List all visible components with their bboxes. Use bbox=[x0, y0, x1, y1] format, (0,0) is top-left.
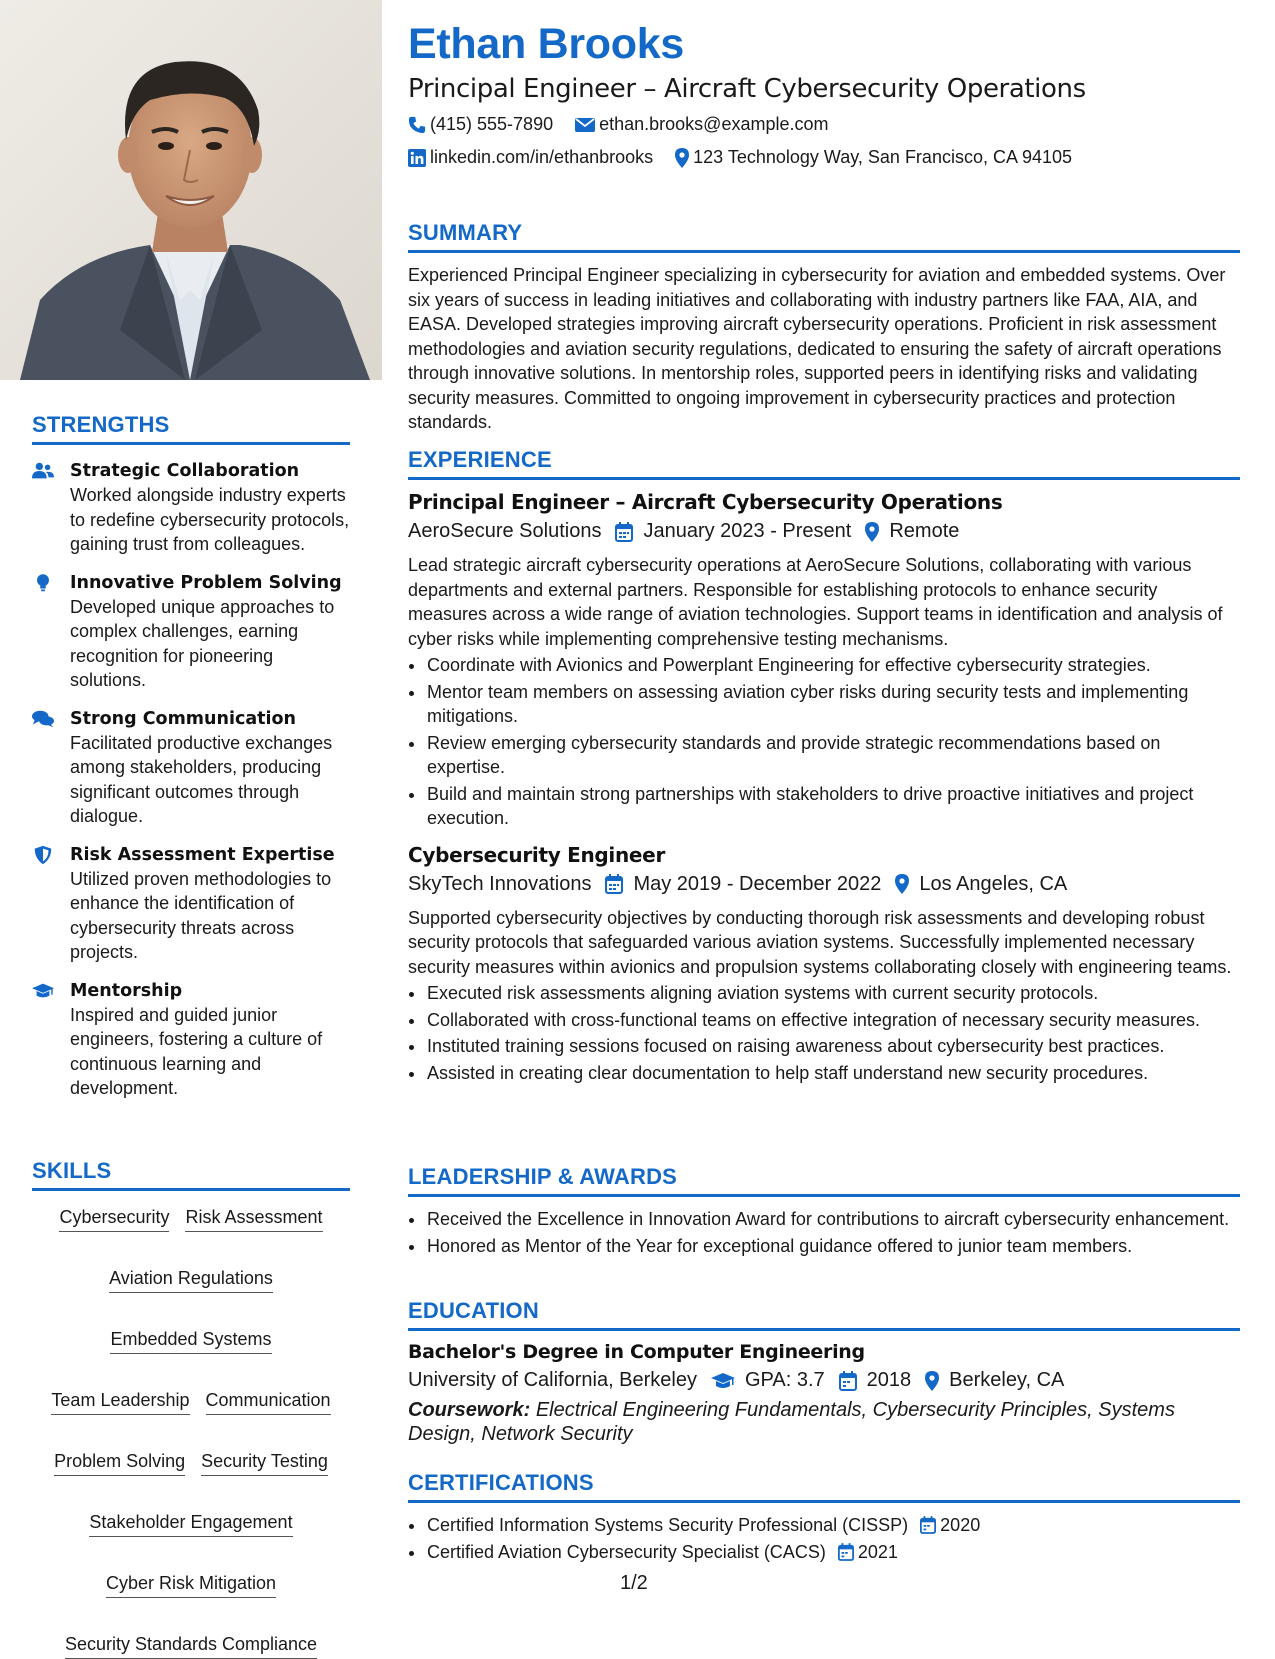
envelope-icon bbox=[575, 117, 595, 133]
cert-year: 2020 bbox=[940, 1515, 981, 1535]
graduation-year: 2018 bbox=[866, 1369, 912, 1391]
list-item: • Executed risk assessments aligning aviation systems with current security protocols. bbox=[426, 981, 1240, 1006]
school-location: Berkeley, CA bbox=[949, 1369, 1065, 1391]
candidate-title: Principal Engineer – Aircraft Cybersecurity Operations bbox=[408, 74, 1086, 104]
degree-title: Bachelor's Degree in Computer Engineering bbox=[408, 1341, 865, 1363]
strength-item bbox=[32, 459, 350, 557]
coursework bbox=[408, 1398, 1240, 1446]
skill-tag: Security Standards Compliance bbox=[65, 1632, 317, 1659]
strengths-section bbox=[32, 412, 350, 1101]
strength-item bbox=[32, 571, 350, 693]
cert-name: • Certified Information Systems Security Professional (CISSP) bbox=[427, 1515, 909, 1535]
job-bullets bbox=[408, 981, 1240, 1085]
list-item: • Mentor team members on assessing aviation cyber risks during security tests and implementing mitigations. bbox=[426, 680, 1240, 729]
calendar-icon bbox=[838, 1543, 854, 1561]
strength-desc: Developed unique approaches to complex challenges, earning recognition for pioneering solutions. bbox=[70, 596, 335, 690]
calendar-icon bbox=[920, 1516, 936, 1534]
cert-name: • Certified Aviation Cybersecurity Specialist (CACS) bbox=[427, 1541, 826, 1562]
summary-section bbox=[408, 220, 1240, 435]
map-marker-icon bbox=[865, 522, 879, 542]
strength-title: Risk Assessment Expertise bbox=[70, 844, 335, 865]
linkedin-link[interactable]: linkedin.com/in/ethanbrooks bbox=[430, 147, 654, 167]
list-item: • Honored as Mentor of the Year for exceptional guidance offered to junior team members. bbox=[426, 1234, 1240, 1259]
page-number: 1/2 bbox=[620, 1572, 648, 1594]
strength-desc: Inspired and guided junior engineers, fostering a culture of continuous learning and development. bbox=[70, 1004, 323, 1098]
skill-tag: Communication bbox=[206, 1388, 331, 1415]
skill-tag: Risk Assessment bbox=[185, 1205, 322, 1232]
candidate-name: Ethan Brooks bbox=[408, 20, 684, 68]
strength-item bbox=[32, 843, 350, 965]
gpa: GPA: 3.7 bbox=[745, 1369, 825, 1391]
school-name: University of California, Berkeley bbox=[408, 1369, 697, 1391]
lightbulb-icon bbox=[32, 571, 70, 693]
map-marker-icon bbox=[925, 1371, 939, 1391]
comments-icon bbox=[32, 707, 70, 829]
company-name: SkyTech Innovations bbox=[408, 872, 592, 895]
strength-title: Strategic Collaboration bbox=[70, 461, 300, 481]
skill-tag: Aviation Regulations bbox=[109, 1266, 273, 1293]
list-item: • Assisted in creating clear documentation to help staff understand new security procedures. bbox=[426, 1061, 1240, 1086]
list-item: • Review emerging cybersecurity standards and provide strategic recommendations based on expertise. bbox=[426, 731, 1240, 780]
education-section bbox=[408, 1298, 1240, 1446]
strength-desc: Worked alongside industry experts to redefine cybersecurity protocols, gaining trust from colleagues. bbox=[70, 485, 350, 554]
coursework-text: Electrical Engineering Fundamentals, Cybersecurity Principles, Systems Design, Network Security bbox=[408, 1399, 1175, 1445]
cert-year: 2021 bbox=[857, 1541, 898, 1562]
list-item: • Build and maintain strong partnerships with stakeholders to drive proactive initiatives and project execution. bbox=[426, 782, 1240, 831]
strength-item bbox=[32, 707, 350, 829]
calendar-icon bbox=[839, 1371, 857, 1391]
strength-item bbox=[32, 979, 350, 1101]
strength-desc: Facilitated productive exchanges among stakeholders, producing significant outcomes through dialogue. bbox=[70, 732, 333, 826]
job-location: Los Angeles, CA bbox=[919, 872, 1068, 895]
strength-title: Innovative Problem Solving bbox=[70, 572, 342, 593]
graduation-cap-icon bbox=[711, 1371, 735, 1391]
list-item: • Coordinate with Avionics and Powerplant Engineering for effective cybersecurity strategies. bbox=[426, 653, 1240, 678]
certifications-heading: CERTIFICATIONS bbox=[408, 1470, 1240, 1503]
job-location: Remote bbox=[889, 520, 960, 542]
skill-tag: Embedded Systems bbox=[110, 1327, 271, 1354]
job-dates: May 2019 - December 2022 bbox=[633, 872, 882, 895]
skill-tag: Team Leadership bbox=[51, 1388, 189, 1415]
linkedin-icon bbox=[408, 149, 426, 167]
contact-row bbox=[408, 147, 1094, 168]
skills-heading: SKILLS bbox=[32, 1158, 350, 1191]
skill-tag: Cybersecurity bbox=[59, 1205, 169, 1232]
skills-section bbox=[32, 1158, 350, 1659]
list-item bbox=[426, 1540, 1240, 1565]
shield-icon bbox=[32, 843, 70, 965]
leadership-section bbox=[408, 1164, 1240, 1260]
address: 123 Technology Way, San Francisco, CA 94105 bbox=[693, 147, 1073, 167]
job-description: Supported cybersecurity objectives by conducting thorough risk assessments and developing robust security protocols that safeguarded various aviation systems. Successfully implemented necessary security measures within avionics and propulsion systems collaborating closely with engineering teams. bbox=[408, 907, 1232, 977]
experience-heading: EXPERIENCE bbox=[408, 447, 1240, 480]
map-marker-icon bbox=[895, 874, 909, 894]
list-item: • Collaborated with cross-functional teams on effective integration of necessary security measures. bbox=[426, 1008, 1240, 1033]
contact-row bbox=[408, 114, 850, 135]
education-heading: EDUCATION bbox=[408, 1298, 1240, 1331]
job-entry bbox=[408, 843, 1240, 1086]
leadership-heading: LEADERSHIP & AWARDS bbox=[408, 1164, 1240, 1197]
phone-number[interactable]: (415) 555-7890 bbox=[430, 114, 554, 134]
calendar-icon bbox=[615, 522, 633, 542]
profile-photo bbox=[0, 0, 382, 380]
calendar-icon bbox=[605, 874, 623, 894]
job-dates: January 2023 - Present bbox=[643, 520, 852, 542]
strength-desc: Utilized proven methodologies to enhance the identification of cybersecurity threats across projects. bbox=[70, 868, 332, 962]
experience-section bbox=[408, 447, 1240, 1087]
coursework-label: Coursework: bbox=[408, 1399, 531, 1421]
list-item: • Received the Excellence in Innovation Award for contributions to aircraft cybersecurity enhancement. bbox=[426, 1207, 1240, 1232]
job-title: Cybersecurity Engineer bbox=[408, 842, 666, 867]
graduation-cap-icon bbox=[32, 979, 70, 1101]
job-bullets bbox=[408, 653, 1240, 831]
job-meta bbox=[408, 873, 1240, 896]
education-meta bbox=[408, 1369, 1240, 1392]
cert-list bbox=[408, 1513, 1240, 1564]
job-entry bbox=[408, 490, 1240, 831]
map-marker-icon bbox=[675, 148, 689, 168]
skill-tag: Problem Solving bbox=[54, 1449, 185, 1476]
company-name: AeroSecure Solutions bbox=[408, 520, 602, 542]
phone-icon bbox=[408, 116, 426, 134]
email-link[interactable]: ethan.brooks@example.com bbox=[599, 114, 829, 134]
strength-title: Mentorship bbox=[70, 980, 183, 1001]
list-item bbox=[426, 1513, 1240, 1538]
skill-tag: Cyber Risk Mitigation bbox=[106, 1571, 276, 1598]
certifications-section bbox=[408, 1470, 1240, 1566]
summary-text: Experienced Principal Engineer specializing in cybersecurity for aviation and embedded systems. Over six years of success in leading initiatives and collaborating with industry partners like FAA, AIA, and EASA. Developed strategies improving aircraft cybersecurity operations. Proficient in risk assessment methodologies and aviation security regulations, dedicated to ensuring the safety of aircraft operations through innovative solutions. In mentorship roles, supported peers in identifying risks and validating security measures. Committed to ongoing improvement in cybersecurity practices and protection standards. bbox=[408, 265, 1226, 432]
summary-heading: SUMMARY bbox=[408, 220, 1240, 253]
skills-list bbox=[32, 1205, 350, 1659]
left-column bbox=[0, 0, 382, 1654]
job-description: Lead strategic aircraft cybersecurity operations at AeroSecure Solutions, collaborating with various departments and external partners. Responsible for establishing protocols to enhance security measures across a wide range of aviation technologies. Support teams in identification and analysis of cyber risks while implementing comprehensive testing mechanisms. bbox=[408, 555, 1223, 649]
skill-tag: Security Testing bbox=[201, 1449, 328, 1476]
strengths-heading: STRENGTHS bbox=[32, 412, 350, 445]
job-title: Principal Engineer – Aircraft Cybersecurity Operations bbox=[408, 490, 1003, 514]
job-meta bbox=[408, 520, 1240, 543]
list-item: • Instituted training sessions focused on raising awareness about cybersecurity best practices. bbox=[426, 1034, 1240, 1059]
users-icon bbox=[32, 459, 70, 557]
skill-tag: Stakeholder Engagement bbox=[89, 1510, 292, 1537]
strength-title: Strong Communication bbox=[70, 708, 296, 729]
awards-list bbox=[408, 1207, 1240, 1258]
